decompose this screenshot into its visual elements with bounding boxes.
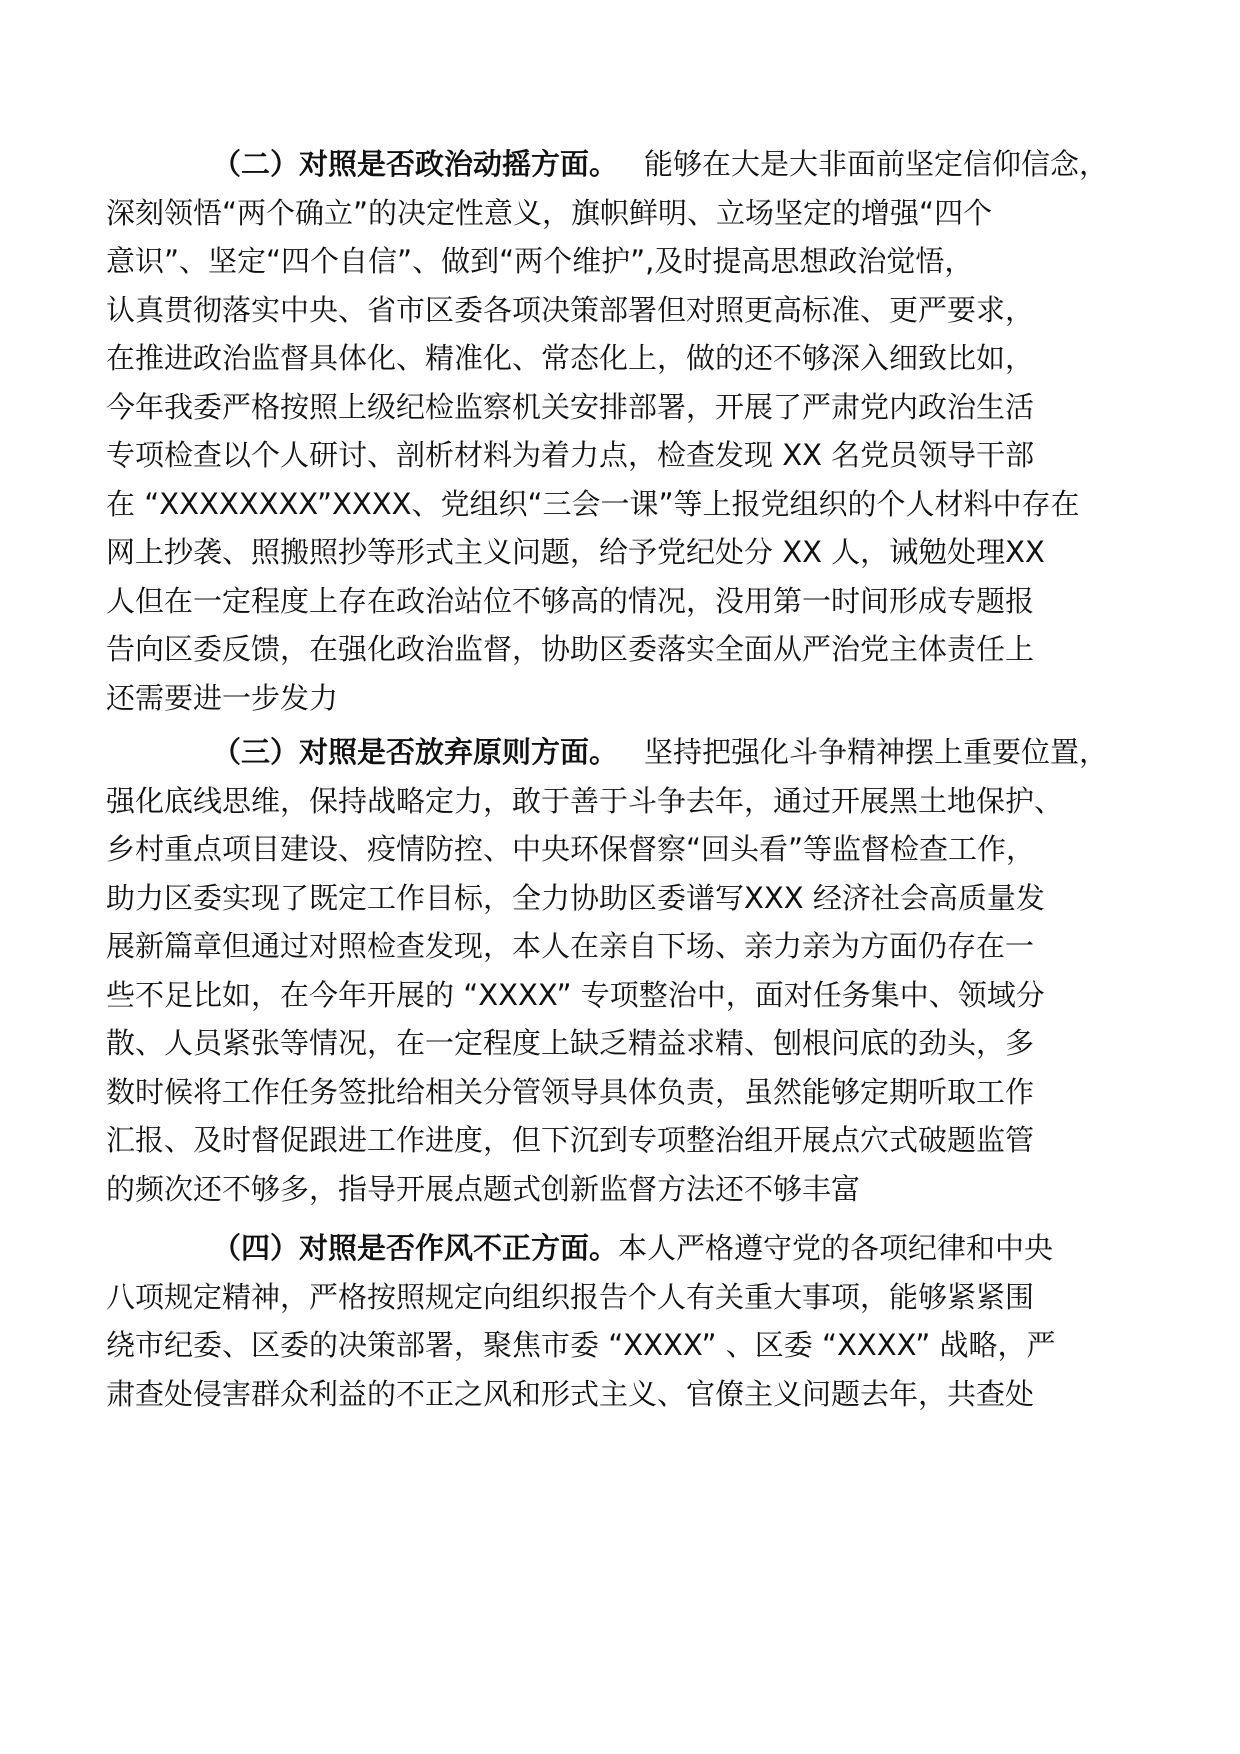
paragraph-line: 人但在一定程度上存在政治站位不够高的情况，没用第一时间形成专题报 [106, 584, 1035, 618]
paragraph-line: 深刻领悟“两个确立”的决定性意义，旗帜鲜明、立场坚定的增强“四个 [106, 196, 993, 230]
paragraph-line: 绕市纪委、区委的决策部署，聚焦市委 “XXXX” 、区委 “XXXX” 战略，严 [106, 1328, 1056, 1362]
section-heading-4: （四）对照是否作风不正方面。 [212, 1231, 619, 1265]
paragraph-line: 助力区委实现了既定工作目标，全力协助区委谱写XXX 经济社会高质量发 [106, 881, 1045, 915]
paragraph-line: 散、人员紧张等情况，在一定程度上缺乏精益求精、刨根问底的劲头，多 [106, 1026, 1035, 1060]
paragraph-line: 的频次还不够多，指导开展点题式创新监督方法还不够丰富 [106, 1172, 861, 1206]
paragraph-3-line-1 [212, 732, 1108, 772]
paragraph-text: 能够在大是大非面前坚定信仰信念， [644, 147, 1109, 181]
paragraph-line: 在 “XXXXXXXX”XXXX、党组织“三会一课”等上报党组织的个人材料中存在 [106, 487, 1080, 521]
section-heading-2: （二）对照是否政治动摇方面。 [212, 147, 619, 181]
paragraph-text: 坚持把强化斗争精神摆上重要位置， [644, 735, 1109, 769]
paragraph-line: 在推进政治监督具体化、精准化、常态化上，做的还不够深入细致比如， [106, 341, 1035, 375]
paragraph-line: 告向区委反馈，在强化政治监督，协助区委落实全面从严治党主体责任上 [106, 632, 1035, 666]
paragraph-line: 还需要进一步发力 [106, 681, 339, 715]
paragraph-line: 网上抄袭、照搬照抄等形式主义问题，给予党纪处分 XX 人，诫勉处理XX [106, 535, 1045, 569]
paragraph-text: 本人严格遵守党的各项纪律和中央 [618, 1231, 1054, 1265]
paragraph-line: 些不足比如，在今年开展的 “XXXX” 专项整治中，面对任务集中、领域分 [106, 978, 1045, 1012]
paragraph-line: 八项规定精神，严格按照规定向组织报告个人有关重大事项，能够紧紧围 [106, 1280, 1035, 1314]
paragraph-line: 强化底线思维，保持战略定力，敢于善于斗争去年，通过开展黑土地保护、 [106, 784, 1064, 818]
paragraph-line: 肃查处侵害群众利益的不正之风和形式主义、官僚主义问题去年，共查处 [106, 1377, 1035, 1411]
paragraph-line: 数时候将工作任务签批给相关分管领导具体负责，虽然能够定期听取工作 [106, 1075, 1035, 1109]
paragraph-line: 今年我委严格按照上级纪检监察机关安排部署，开展了严肃党内政治生活 [106, 390, 1035, 424]
paragraph-line: 意识”、坚定“四个自信”、做到“两个维护”,及时提高思想政治觉悟， [106, 244, 974, 278]
paragraph-line: 认真贯彻落实中央、省市区委各项决策部署但对照更高标准、更严要求， [106, 293, 1035, 327]
paragraph-line: 展新篇章但通过对照检查发现，本人在亲自下场、亲力亲为方面仍存在一 [106, 929, 1035, 963]
paragraph-line: 汇报、及时督促跟进工作进度，但下沉到专项整治组开展点穴式破题监管 [106, 1123, 1035, 1157]
paragraph-line: 乡村重点项目建设、疫情防控、中央环保督察“回头看”等监督检查工作， [106, 832, 1036, 866]
paragraph-2-line-1 [212, 144, 1108, 184]
paragraph-4-line-1 [212, 1228, 1053, 1268]
section-heading-3: （三）对照是否放弃原则方面。 [212, 735, 619, 769]
paragraph-line: 专项检查以个人研讨、剖析材料为着力点，检查发现 XX 名党员领导干部 [106, 438, 1035, 472]
